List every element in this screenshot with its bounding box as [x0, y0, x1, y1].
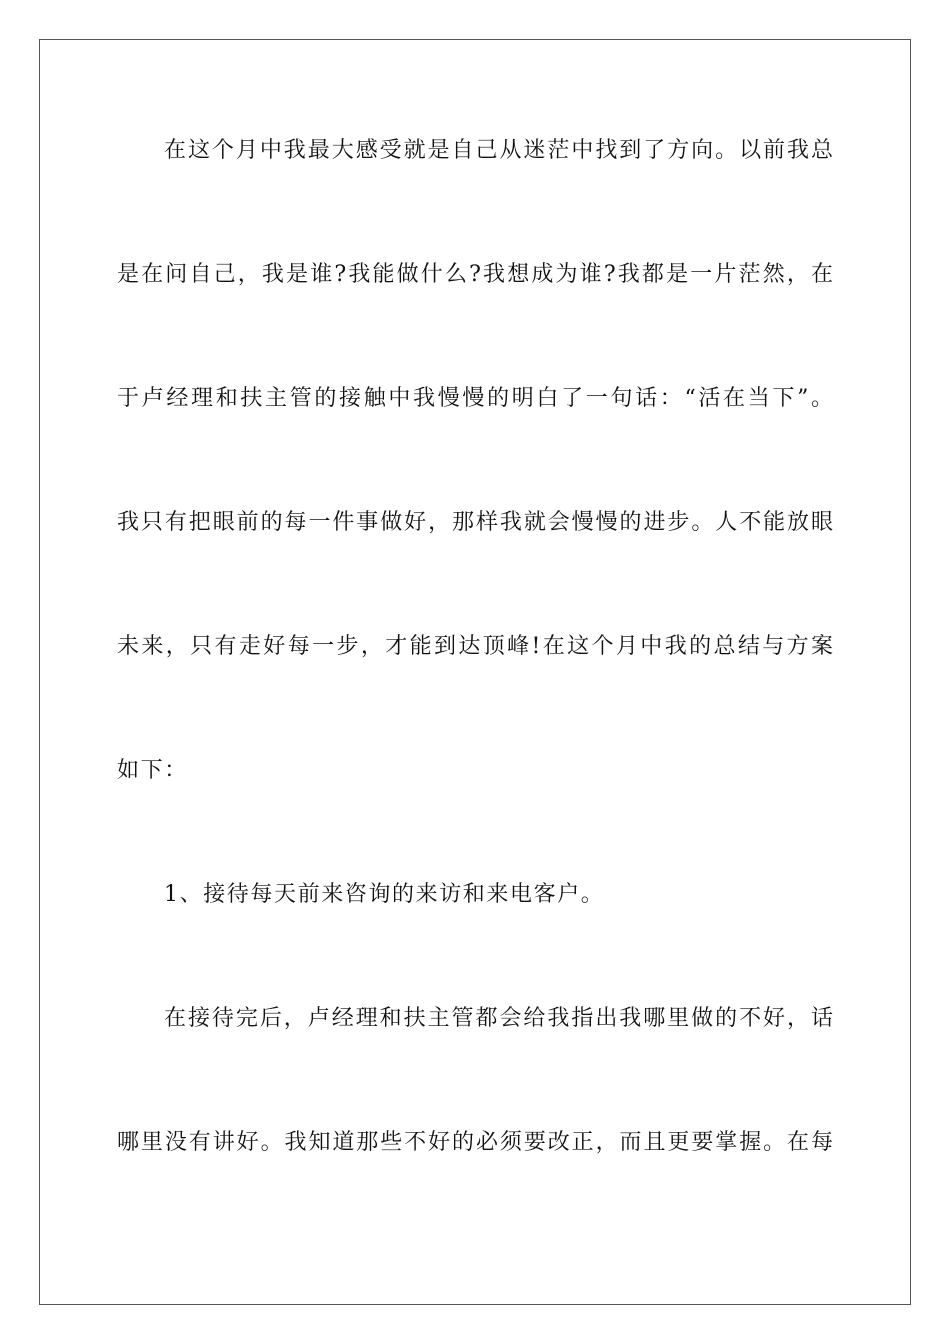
- list-item-1: 1、接待每天前来咨询的来访和来电客户。: [164, 882, 605, 907]
- paragraph-line-8: 在接待完后，卢经理和扶主管都会给我指出我哪里做的不好，话: [164, 1006, 833, 1031]
- paragraph-line-4: 我只有把眼前的每一件事做好，那样我就会慢慢的进步。人不能放眼: [117, 510, 833, 535]
- page-border: [39, 39, 911, 1305]
- paragraph-line-6: 如下：: [117, 758, 188, 783]
- paragraph-line-3: 于卢经理和扶主管的接触中我慢慢的明白了一句话：“活在当下”。: [117, 386, 833, 411]
- paragraph-line-5: 未来，只有走好每一步，才能到达顶峰!在这个月中我的总结与方案: [117, 634, 833, 659]
- paragraph-line-9: 哪里没有讲好。我知道那些不好的必须要改正，而且更要掌握。在每: [117, 1130, 833, 1155]
- paragraph-line-2: 是在问自己，我是谁?我能做什么?我想成为谁?我都是一片茫然，在: [117, 262, 833, 287]
- paragraph-line-1: 在这个月中我最大感受就是自己从迷茫中找到了方向。以前我总: [164, 138, 833, 163]
